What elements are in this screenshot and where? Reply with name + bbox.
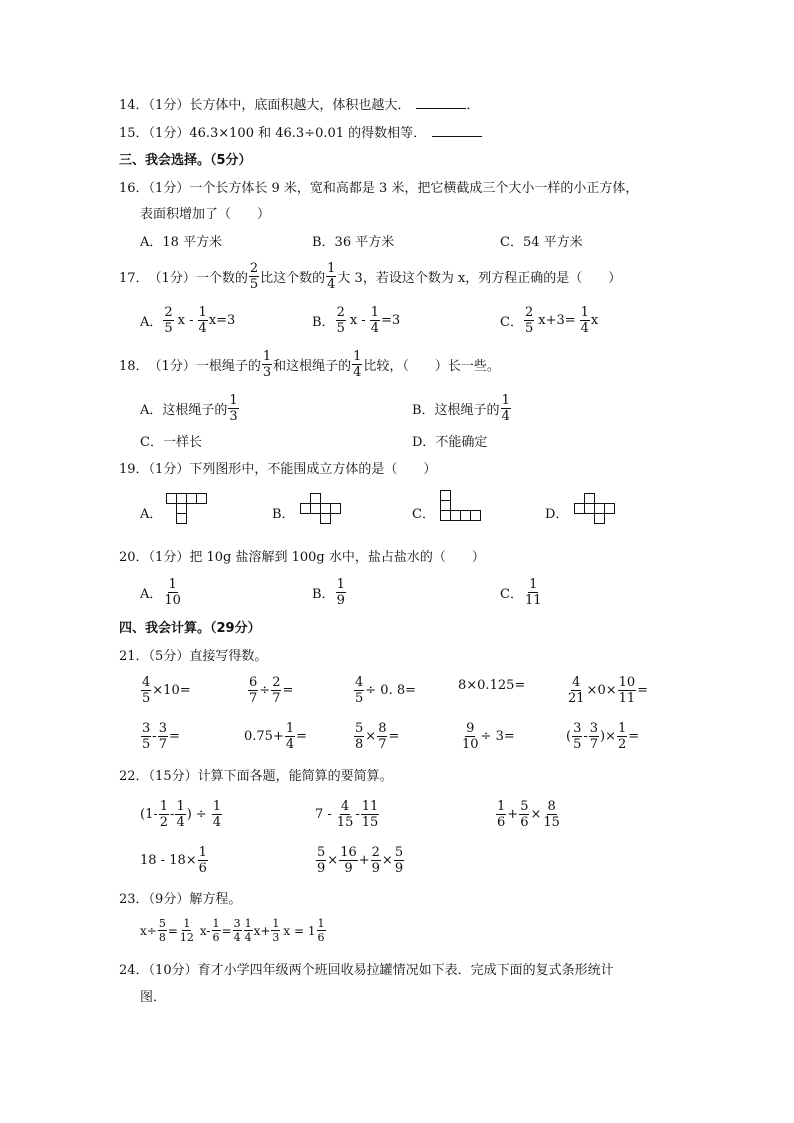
expr-21-6: 3 5 - $\frac{3}{7}$ = — [142, 721, 180, 752]
q19-option-b-label[interactable]: B． — [272, 507, 295, 522]
q18-option-b[interactable]: B．这根绳子的 1 4 — [412, 393, 510, 424]
q-number: 16． — [119, 181, 149, 196]
expr-21-9: $\frac{9}{10}$ ÷ 3= — [462, 721, 515, 752]
q-text: 一个长方体长 9 米，宽和高都是 3 米，把它横截成三个大小一样的小正方体， — [189, 181, 639, 196]
expr-21-1: $\frac{4}{5}$ ×10= — [142, 675, 191, 706]
q-text: 比较，（ ）长一些。 — [363, 359, 500, 374]
q19-option-d-label[interactable]: D． — [545, 507, 569, 522]
q-number: 15． — [119, 126, 149, 141]
expr-21-4: 8×0.125= — [458, 678, 526, 693]
fraction: 2 5 — [524, 305, 534, 336]
q-text: 直接写得数。 — [189, 649, 268, 664]
fraction: 1 9 — [336, 577, 345, 608]
q-text: 把 10g 盐溶解到 100g 水中，盐占盐水的（ ） — [189, 550, 485, 565]
q-text: 一根绳子的 — [195, 359, 261, 374]
q16-option-c[interactable]: C．54 平方米 — [500, 235, 583, 250]
q17 — [119, 262, 621, 291]
q18-option-c[interactable]: C．一样长 — [140, 435, 202, 450]
q17-option-a[interactable]: A． 2 5 x - 1 4 x=3 — [140, 305, 236, 336]
expr-22-4: 18 - 18× $\frac{1}{6}$ — [140, 845, 207, 876]
q17-option-b[interactable]: B． 2 5 x - $\frac{1}{4}$ =3 — [312, 305, 401, 336]
q18 — [119, 350, 500, 379]
q-score: （1分） — [148, 271, 196, 286]
q16 — [119, 182, 638, 195]
q19 — [119, 463, 436, 476]
q-text: 和这根绳子的 — [273, 359, 352, 374]
q-score: （1分） — [148, 359, 196, 374]
fraction: 1 10 — [164, 577, 181, 608]
q-number: 14． — [119, 98, 149, 113]
expr-21-10: ( 3 5 - 3 7 )× $\frac{1}{2}$ = — [566, 721, 640, 752]
expr-21-2: $\frac{6}{7}$ ÷ $\frac{2}{7}$ = — [249, 675, 294, 706]
q16-option-a[interactable]: A．18 平方米 — [140, 235, 223, 250]
fraction: 1 4 — [198, 305, 207, 336]
q16-option-b[interactable]: B．36 平方米 — [312, 235, 395, 250]
q15 — [119, 126, 482, 140]
q-text: 解方程。 — [189, 892, 242, 907]
q-text: 一个数的 — [195, 271, 248, 286]
q-text: 大 3，若设这个数为 x，列方程正确的是（ ） — [337, 271, 622, 286]
expr-21-3: $\frac{4}{5}$ ÷ 0. 8= — [355, 675, 417, 706]
expr-22-2: 7 - 4 15 - 11 15 — [315, 799, 379, 830]
q-score: （1分） — [148, 126, 190, 141]
answer-blank[interactable] — [416, 98, 466, 109]
expr-21-7: 0.75+ $\frac{1}{4}$ = — [244, 721, 308, 752]
fraction: 1 3 — [262, 349, 272, 380]
q-number: 22． — [119, 769, 149, 784]
expr-21-8: $\frac{5}{8}$ × $\frac{8}{7}$ = — [355, 721, 400, 752]
fraction: 1 11 — [524, 577, 542, 608]
q-text: 计算下面各题，能简算的要简算。 — [197, 769, 393, 784]
q-score: （5分） — [148, 649, 190, 664]
q22 — [119, 770, 393, 783]
fraction: 1 4 — [353, 349, 362, 380]
q-text: 育才小学四年级两个班回收易拉罐情况如下表．完成下面的复式条形统计 — [197, 963, 614, 978]
cube-net-c[interactable] — [440, 490, 490, 530]
q-number: 18． — [119, 359, 149, 374]
expr-21-5: $\frac{4}{21}$ ×0× $\frac{10}{11}$ = — [568, 675, 649, 706]
expr-22-3: 1 6 + $\frac{5}{6}$ × $\frac{8}{15}$ — [497, 799, 560, 830]
expr-22-5: $\frac{5}{9}$ × $\frac{16}{9}$ + $\frac{2}{9}$ × $\frac{5}{9}$ — [317, 845, 404, 876]
q-score: （9分） — [148, 892, 190, 907]
q-number: 21． — [119, 649, 149, 664]
fraction: $\frac{1}{4}$ — [370, 305, 379, 336]
q21 — [119, 650, 267, 663]
q19-option-c-label[interactable]: C． — [412, 507, 435, 522]
q-text: 长方体中，底面积越大，体积也越大． — [189, 98, 411, 113]
q-number: 24． — [119, 963, 149, 978]
fraction: 1 4 — [501, 393, 510, 424]
q-score: （15分） — [148, 769, 198, 784]
q20 — [119, 551, 485, 564]
q18-option-d[interactable]: D．不能确定 — [412, 435, 488, 450]
q-end: ． — [466, 98, 480, 113]
q-text: 46.3×100 和 46.3÷0.01 的得数相等． — [189, 126, 427, 141]
q-score: （1分） — [148, 462, 190, 477]
fraction: 2 5 — [336, 305, 345, 336]
q-number: 19． — [119, 462, 149, 477]
q23 — [119, 893, 241, 906]
q24-line2: 图． — [140, 990, 167, 1005]
q24 — [119, 964, 614, 977]
cube-net-b[interactable] — [300, 493, 350, 533]
q-text: 下列图形中，不能围成立方体的是（ ） — [189, 462, 437, 477]
q-score: （1分） — [148, 550, 190, 565]
section-title-4: 四、我会计算。（29分） — [119, 621, 261, 636]
q18-option-a[interactable]: A．这根绳子的 1 3 — [140, 393, 238, 424]
answer-blank[interactable] — [432, 126, 482, 137]
q-score: （10分） — [148, 963, 198, 978]
cube-net-a[interactable] — [166, 493, 216, 533]
expr-22-1: (1- 1 2 - 1 4 ) ÷ $\frac{1}{4}$ — [140, 799, 221, 830]
fraction: 2 5 — [249, 261, 259, 292]
q20-option-c[interactable]: C． 1 11 — [500, 577, 542, 608]
q-number: 17． — [119, 271, 149, 286]
q-score: （1分） — [148, 98, 190, 113]
fraction: 1 3 — [229, 393, 238, 424]
q-number: 20． — [119, 550, 149, 565]
fraction: 2 5 — [164, 305, 173, 336]
fraction: $\frac{1}{4}$ — [580, 305, 589, 336]
q16-line2: 表面积增加了（ ） — [140, 207, 271, 222]
q-number: 23． — [119, 892, 149, 907]
q20-option-a[interactable]: A． 1 10 — [140, 577, 181, 608]
fraction: 1 4 — [327, 261, 336, 292]
section-title-3: 三、我会选择。（5分） — [119, 153, 252, 168]
equations-23: x÷ $\frac{5}{8}$ = $\frac{1}{12}$ x- $\frac{1}{6}$ = $\frac{3}{4}$ 1 4 x+ $\frac{1}{3}$ x = 1 1 6 — [140, 917, 325, 944]
q20-option-b[interactable]: B． 1 9 — [312, 577, 345, 608]
cube-net-d[interactable] — [574, 493, 624, 533]
q19-option-a-label[interactable]: A． — [140, 507, 163, 522]
q-score: （1分） — [148, 181, 190, 196]
q-text: 比这个数的 — [260, 271, 326, 286]
q17-option-c[interactable]: C． 2 5 x+3= $\frac{1}{4}$ x — [500, 305, 599, 336]
q14 — [119, 98, 479, 112]
